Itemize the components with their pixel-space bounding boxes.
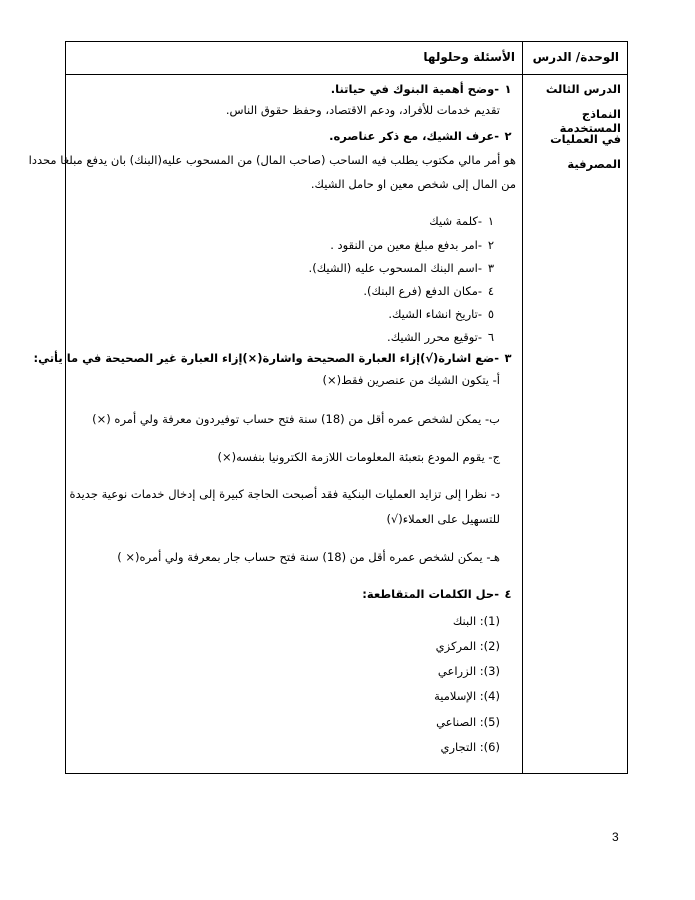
header-unit-lesson: الوحدة/ الدرس — [532, 50, 619, 64]
q3-item-e: هـ- يمكن لشخص عمره أقل من (18) سنة فتح حساب جار بمعرفة ولي أمره(× ) — [117, 550, 500, 564]
q1-title: ١-وضح أهمية البنوك في حياتنا. — [330, 82, 512, 96]
q1-answer: تقديم خدمات للأفراد، ودعم الاقتصاد، وحفظ حقوق الناس. — [225, 103, 500, 117]
q3-title: ٣-ضع اشارة(√)إزاء العبارة الصحيحة واشارة(×)إزاء العبارة غير الصحيحة في ما يأتي: — [33, 351, 512, 365]
q4-answer-5: (5): الصناعي — [436, 715, 500, 729]
q2-element-2: ٢-امر بدفع مبلغ معين من النقود . — [330, 238, 495, 252]
q2-title: ٢-عرف الشيك، مع ذكر عناصره. — [329, 129, 512, 143]
q2-element-1: ١-كلمة شيك — [429, 214, 495, 228]
q3-item-b: ب- يمكن لشخص عمره أقل من (18) سنة فتح حساب توفيردون معرفة ولي أمره (×) — [92, 412, 500, 426]
lesson-line-4: المصرفية — [567, 157, 621, 171]
lesson-line-1: الدرس الثالث — [545, 82, 621, 96]
q4-answer-3: (3): الزراعي — [437, 664, 500, 678]
lesson-line-2: النماذج المستخدمة — [559, 107, 621, 135]
q3-item-d-line-1: د- نظرا إلى تزايد العمليات البنكية فقد أصبحت الحاجة كبيرة إلى إدخال خدمات نوعية جديدة — [69, 487, 500, 501]
table-header-row — [66, 42, 627, 75]
q4-answer-1: (1): البنك — [452, 614, 500, 628]
q3-item-c: ج- يقوم المودع بتعبئة المعلومات اللازمة الكترونيا بنفسه(×) — [217, 450, 500, 464]
q4-answer-6: (6): التجاري — [440, 740, 500, 754]
q2-element-3: ٣-اسم البنك المسحوب عليه (الشيك). — [308, 261, 495, 275]
q2-element-5: ٥-تاريخ انشاء الشيك. — [388, 307, 495, 321]
header-questions: الأسئلة وحلولها — [423, 50, 515, 64]
q2-element-6: ٦-توقيع محرر الشيك. — [387, 330, 495, 344]
lesson-table — [28, 41, 628, 774]
q2-definition-line-2: من المال إلى شخص معين او حامل الشيك. — [310, 177, 516, 191]
page-number: 3 — [612, 830, 619, 844]
q2-definition-line-1: هو أمر مالي مكتوب يطلب فيه الساحب (صاحب المال) من المسحوب عليه(البنك) بان يدفع مبلغا محددا — [28, 153, 516, 167]
column-divider — [522, 42, 523, 773]
q4-answer-2: (2): المركزي — [435, 639, 500, 653]
q4-title: ٤-حل الكلمات المتقاطعة: — [362, 587, 512, 601]
q3-item-d-line-2: للتسهيل على العملاء(√) — [386, 512, 500, 526]
q2-element-4: ٤-مكان الدفع (فرع البنك). — [363, 284, 495, 298]
q4-answer-4: (4): الإسلامية — [434, 689, 500, 703]
lesson-line-3: في العمليات — [550, 132, 621, 146]
q3-item-a: أ- يتكون الشيك من عنصرين فقط(×) — [322, 373, 500, 387]
